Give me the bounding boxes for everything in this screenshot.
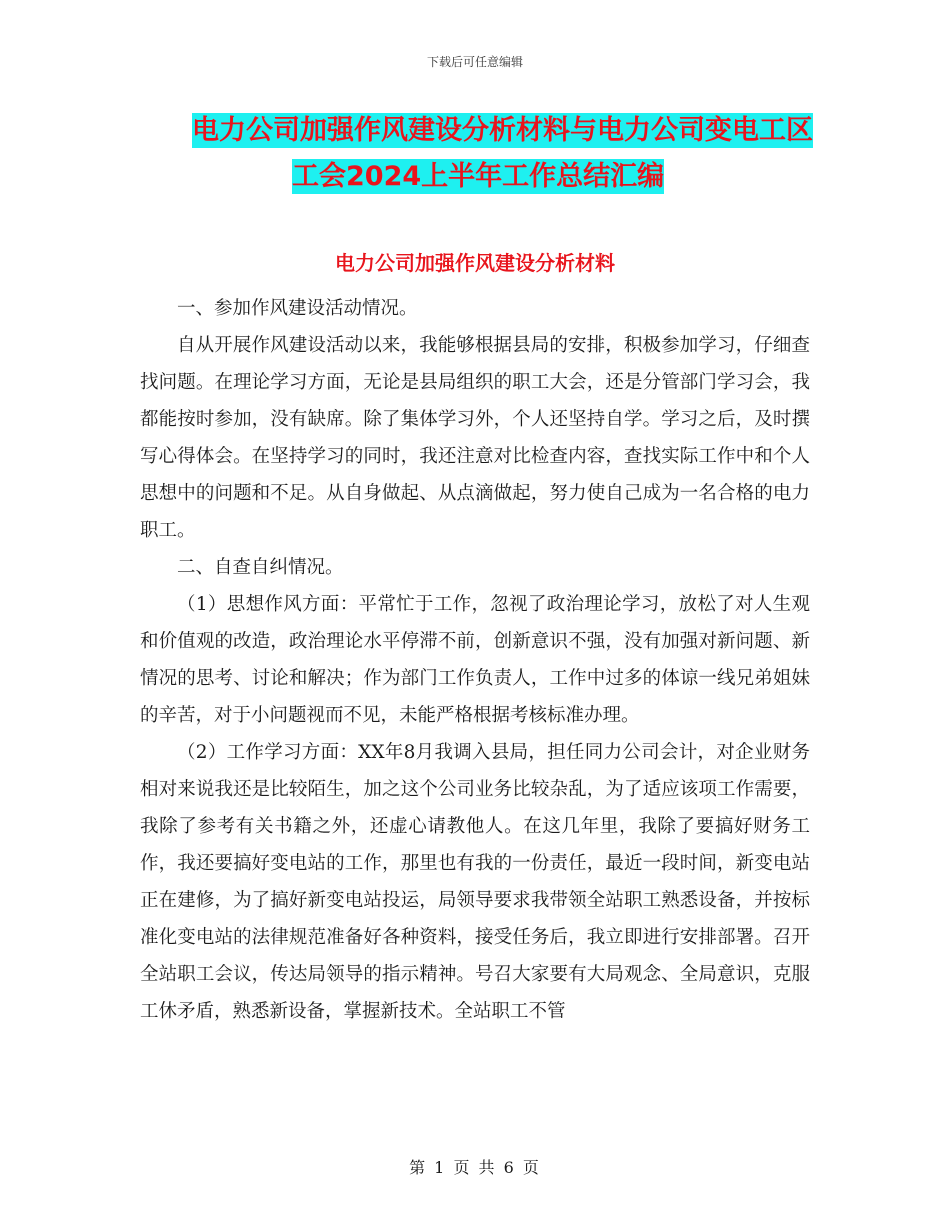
title-line-1-text: 电力公司加强作风建设分析材料与电力公司变电工区 bbox=[192, 115, 813, 146]
title-line-1 bbox=[140, 108, 830, 154]
section-title: 电力公司加强作风建设分析材料 bbox=[335, 251, 615, 275]
paragraph: 自从开展作风建设活动以来，我能够根据县局的安排，积极参加学习，仔细查找问题。在理论学习方面，无论是县局组织的职工大会，还是分管部门学习会，我都能按时参加，没有缺席。除了集体学习外，个人还坚持自学。学习之后，及时撰写心得体会。在坚持学习的同时，我还注意对比检查内容，查找实际工作中和个人思想中的问题和不足。从自身做起、从点滴做起，努力使自己成为一名合格的电力职工。 bbox=[140, 335, 810, 541]
document-title bbox=[140, 108, 830, 200]
document-body bbox=[140, 290, 810, 1030]
title-line-2-text: 工会2024上半年工作总结汇编 bbox=[292, 161, 665, 192]
paragraph: （1）思想作风方面：平常忙于工作，忽视了政治理论学习，放松了对人生观和价值观的改造，政治理论水平停滞不前，创新意识不强，没有加强对新问题、新情况的思考、讨论和解决；作为部门工作负责人，工作中过多的体谅一线兄弟姐妹的辛苦，对于小问题视而不见，未能严格根据考核标准办理。 bbox=[140, 594, 810, 726]
page-footer: 第 1 页 共 6 页 bbox=[409, 1158, 541, 1177]
paragraph-heading-2: 二、自查自纠情况。 bbox=[177, 557, 344, 578]
title-line-2 bbox=[140, 154, 830, 200]
header-note: 下载后可任意编辑 bbox=[426, 55, 523, 69]
paragraph: （2）工作学习方面：XX年8月我调入县局，担任同力公司会计，对企业财务相对来说我还是比较陌生，加之这个公司业务比较杂乱，为了适应该项工作需要，我除了参考有关书籍之外，还虚心请教他人。在这几年里，我除了要搞好财务工作，我还要搞好变电站的工作，那里也有我的一份责任，最近一段时间，新变电站正在建修，为了搞好新变电站投运，局领导要求我带领全站职工熟悉设备，并按标准化变电站的法律规范准备好各种资料，接受任务后，我立即进行安排部署。召开全站职工会议，传达局领导的指示精神。号召大家要有大局观念、全局意识，克服工休矛盾，熟悉新设备，掌握新技术。全站职工不管 bbox=[140, 742, 810, 1022]
paragraph-heading-1: 一、参加作风建设活动情况。 bbox=[177, 298, 418, 319]
